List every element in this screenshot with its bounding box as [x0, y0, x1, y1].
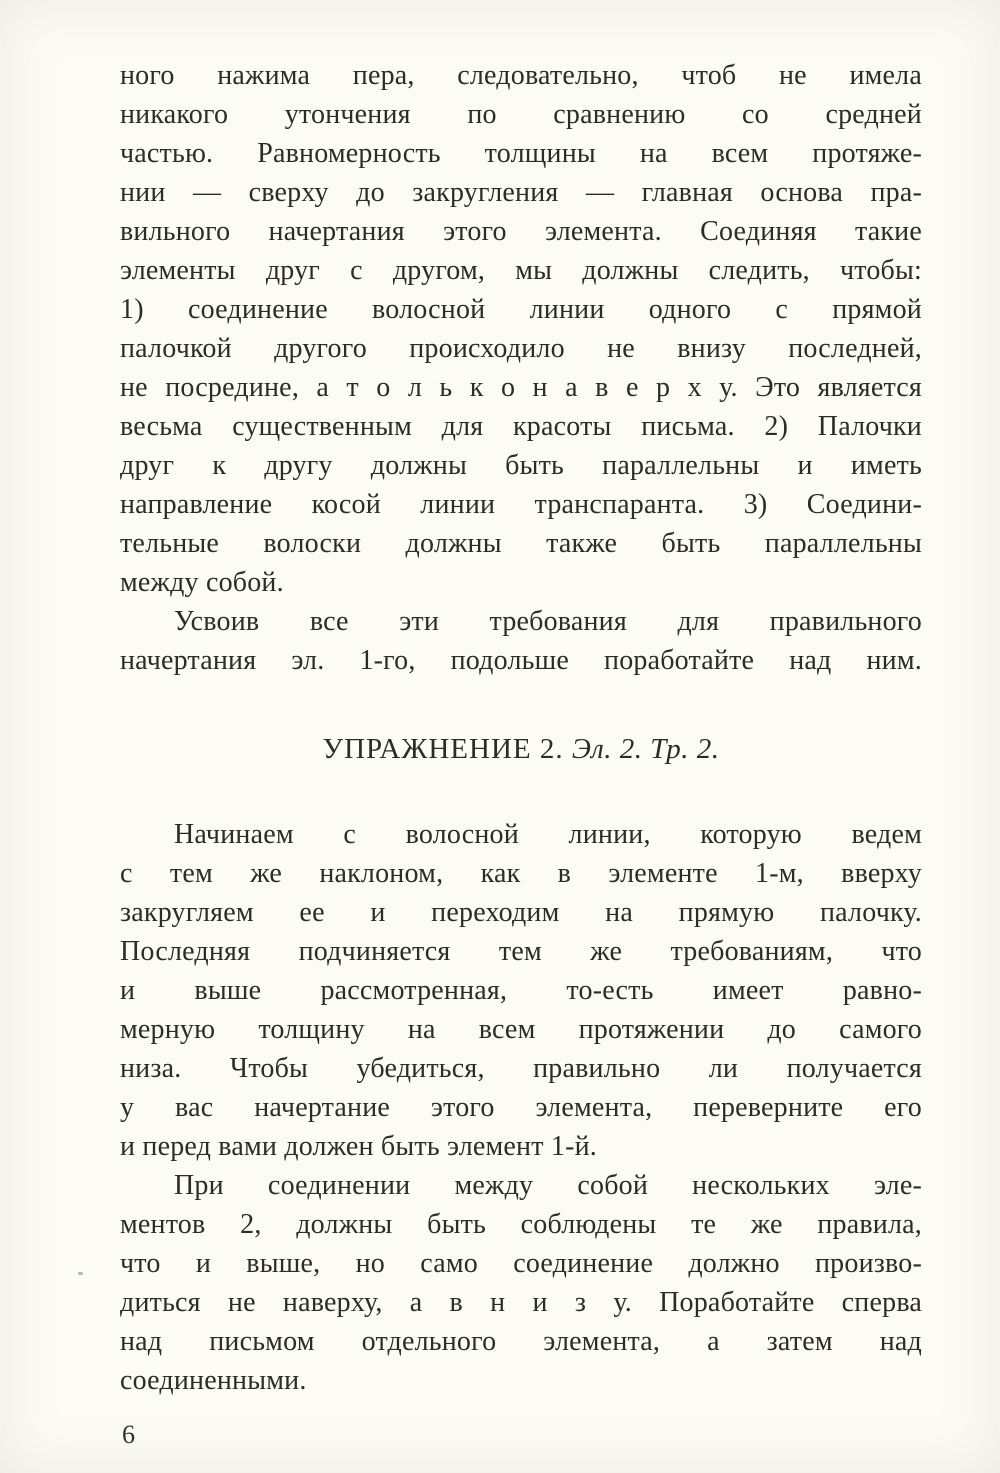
text-line: у вас начертание этого элемента, переверните его: [120, 1092, 922, 1123]
text-line: Начинаем с волосной линии, которую ведем: [174, 819, 922, 850]
text-line: ного нажима пера, следовательно, чтоб не имела: [120, 60, 922, 91]
text-line: никакого утончения по сравнению со средней: [120, 99, 922, 130]
text-line: вильного начертания этого элемента. Соединяя такие: [120, 216, 922, 247]
text-line: и перед вами должен быть элемент 1-й.: [120, 1131, 597, 1162]
text-line: ментов 2, должны быть соблюдены те же правила,: [120, 1209, 922, 1240]
text-line: что и выше, но само соединение должно произво-: [120, 1248, 922, 1279]
text-line: Последняя подчиняется тем же требованиям, что: [120, 936, 922, 967]
paragraph: [120, 1166, 922, 1400]
text-line: соединенными.: [120, 1365, 307, 1396]
text-line: диться не наверху, а в н и з у. Поработайте сперва: [120, 1287, 922, 1318]
text-line: не посредине, а т о л ь к о н а в е р х у. Это является: [120, 372, 922, 403]
text-line: низа. Чтобы убедиться, правильно ли получается: [120, 1053, 922, 1084]
text-line: Усвоив все эти требования для правильного: [174, 606, 922, 637]
text-line: друг к другу должны быть параллельны и иметь: [120, 450, 922, 481]
text-line: начертания эл. 1-го, подольше поработайте над ним.: [120, 645, 922, 676]
scan-artifact: [78, 1272, 83, 1275]
text-line: и выше рассмотренная, то-есть имеет равно-: [120, 975, 922, 1006]
paragraph: [120, 602, 922, 680]
text-line: 1) соединение волосной линии одного с прямой: [120, 294, 922, 325]
text-column: [120, 56, 922, 1400]
text-line: мерную толщину на всем протяжении до самого: [120, 1014, 922, 1045]
text-line: элементы друг с другом, мы должны следить, чтобы:: [120, 255, 922, 286]
paragraph-continuation: [120, 56, 922, 602]
text-line: с тем же наклоном, как в элементе 1-м, вверху: [120, 858, 922, 889]
text-line: направление косой линии транспаранта. 3) Соедини-: [120, 489, 922, 520]
heading-roman: УПРАЖНЕНИЕ 2.: [322, 733, 572, 765]
exercise-heading: [120, 730, 922, 769]
text-line: нии — сверху до закругления — главная основа пра-: [120, 177, 922, 208]
text-line: палочкой другого происходило не внизу последней,: [120, 333, 922, 364]
text-line: между собой.: [120, 567, 284, 598]
paragraph: [120, 815, 922, 1166]
heading-italic: Эл. 2. Тр. 2.: [571, 733, 720, 765]
text-line: закругляем ее и переходим на прямую палочку.: [120, 897, 922, 928]
text-line: тельные волоски должны также быть параллельны: [120, 528, 922, 559]
text-line: При соединении между собой нескольких эле-: [174, 1170, 922, 1201]
text-line: над письмом отдельного элемента, а затем над: [120, 1326, 922, 1357]
text-line: весьма существенным для красоты письма. 2) Палочки: [120, 411, 922, 442]
text-line: частью. Равномерность толщины на всем протяже-: [120, 138, 922, 169]
page-number: 6: [122, 1420, 135, 1449]
